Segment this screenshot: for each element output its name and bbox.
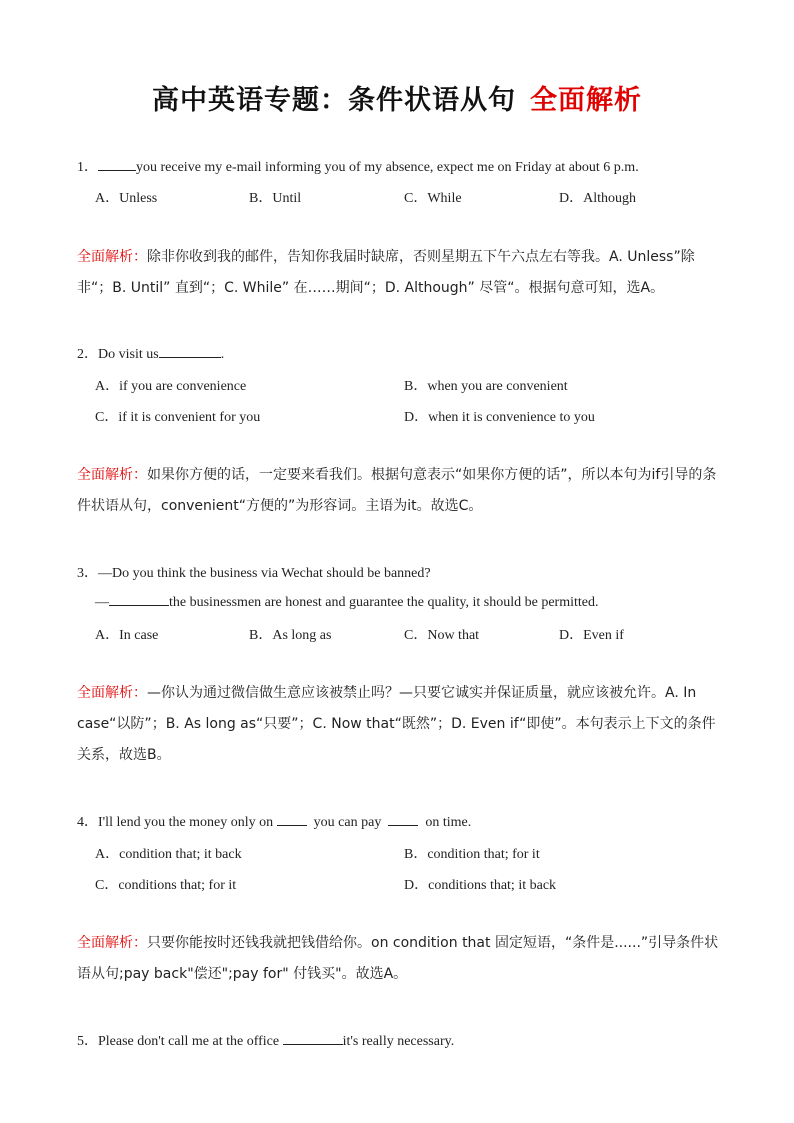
question-text: you receive my e-mail informing you of my absence, expect me on Friday at about 6 p.m. [136, 160, 639, 175]
question-number: 4． [77, 815, 98, 830]
question-5 [77, 1030, 454, 1050]
explanation-text: 如果你方便的话，一定要来看我们。根据句意表示“如果你方便的话”，所以本句为if引导的条件状语从句，convenient“方便的”为形容词。主语为it。故选C。 [77, 467, 717, 514]
option-c: C．conditions that; for it [95, 878, 237, 893]
explanation-4 [77, 928, 722, 990]
answer-blank [109, 593, 169, 606]
answer-blank [159, 345, 221, 358]
option-d: D．conditions that; it back [404, 878, 557, 893]
question-3 [77, 562, 431, 582]
title-main: 高中英语专题：条件状语从句 [152, 85, 516, 116]
question-1 [77, 156, 639, 176]
question-text-end: the businessmen are honest and guarantee the quality, it should be permitted. [169, 595, 599, 610]
question-number: 1． [77, 160, 98, 175]
option-d: D．when it is convenience to you [404, 410, 595, 425]
question-4 [77, 811, 471, 831]
explanation-3 [77, 678, 722, 771]
explanation-tag: 全面解析： [77, 249, 147, 265]
explanation-text: —你认为通过微信做生意应该被禁止吗？—只要它诚实并保证质量，就应该被允许。A. In case“以防”；B. As long as“只要”；C. Now that“既然”；D. Even if“即使”。本句表示上下文的条件关系，故选B。 [77, 685, 716, 763]
option-c: C．While [404, 191, 462, 206]
question-text: Do visit us [98, 347, 159, 362]
explanation-tag: 全面解析： [77, 467, 147, 483]
option-d: D．Even if [559, 628, 624, 643]
option-a: A．if you are convenience [95, 379, 247, 394]
explanation-2 [77, 460, 722, 522]
page-title [0, 78, 794, 117]
option-a: A．In case [95, 628, 159, 643]
option-b: B．As long as [249, 628, 332, 643]
option-c: C．if it is convenient for you [95, 410, 261, 425]
explanation-text: 只要你能按时还钱我就把钱借给你。on condition that 固定短语，“条件是......”引导条件状语从句;pay back"偿还";pay for" 付钱买"。故选A。 [77, 935, 719, 982]
question-number: 2． [77, 347, 98, 362]
question-text-end: . [220, 347, 225, 362]
explanation-tag: 全面解析： [77, 685, 147, 701]
question-number: 3． [77, 566, 98, 581]
answer-blank [98, 158, 136, 171]
question-text: Please don't call me at the office [98, 1034, 280, 1049]
option-c: C．Now that [404, 628, 480, 643]
question-2 [77, 343, 224, 363]
question-text-mid: you can pay [313, 815, 382, 830]
option-a: A．Unless [95, 191, 158, 206]
question-number: 5． [77, 1034, 98, 1049]
option-d: D．Although [559, 191, 636, 206]
option-b: B．Until [249, 191, 302, 206]
explanation-1 [77, 242, 722, 304]
explanation-text: 除非你收到我的邮件，告知你我届时缺席，否则星期五下午六点左右等我。A. Unless”除非“；B. Until” 直到“；C. While” 在……期间“；D. Although” 尽管“。根据句意可知，选A。 [77, 249, 695, 296]
question-text-end: it's really necessary. [342, 1034, 455, 1049]
question-text: —Do you think the business via Wechat should be banned? [98, 566, 431, 581]
question-text-end: on time. [425, 815, 472, 830]
option-a: A．condition that; it back [95, 847, 242, 862]
answer-blank [277, 813, 307, 826]
question-text: I'll lend you the money only on [98, 815, 274, 830]
title-accent: 全面解析 [530, 85, 642, 116]
explanation-tag: 全面解析： [77, 935, 147, 951]
question-3-response [95, 593, 598, 611]
option-b: B．condition that; for it [404, 847, 540, 862]
question-text: — [95, 595, 109, 610]
option-b: B．when you are convenient [404, 379, 568, 394]
answer-blank [283, 1032, 343, 1045]
answer-blank [388, 813, 418, 826]
